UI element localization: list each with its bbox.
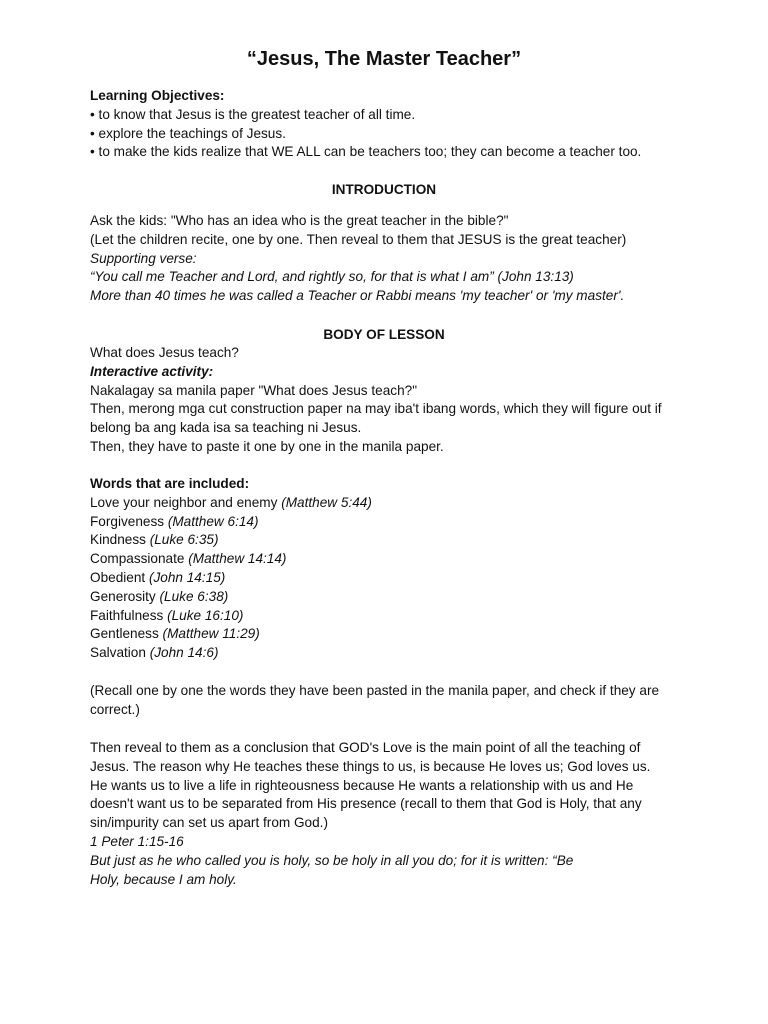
activity-line: Then, they have to paste it one by one in the manila paper. [90,438,444,454]
word-reference: (John 14:15) [148,569,226,585]
conclusion-line: Jesus. The reason why He teaches these things to us, is because He loves us; God loves us. [90,758,651,774]
word-text: Compassionate [90,551,189,567]
document-title: “Jesus, The Master Teacher” [246,48,522,70]
word-item [90,513,690,532]
word-item [90,569,690,588]
word-text: Gentleness [90,626,163,642]
word-text: Faithfulness [90,607,168,623]
objective-item: • explore the teachings of Jesus. [90,125,286,141]
recall-line: correct.) [90,701,140,717]
words-section [90,475,690,663]
body-question: What does Jesus teach? [90,345,239,360]
objective-item: • to know that Jesus is the greatest teacher of all time. [90,106,416,122]
supporting-verse: “You call me Teacher and Lord, and rightly so, for that is what I am” (John 13:13) [90,269,574,285]
word-text: Obedient [90,569,149,585]
word-text: Generosity [90,588,160,604]
word-item [90,625,690,644]
word-text: Love your neighbor and enemy [90,494,282,510]
learning-objectives [90,87,690,162]
words-heading: Words that are included: [90,476,250,491]
conclusion-line: He wants us to live a life in righteousness because He wants a relationship with us and He [90,777,634,793]
supporting-verse-label: Supporting verse: [90,250,197,266]
activity-line: Then, merong mga cut construction paper na may iba't ibang words, which they will figure out if [90,401,662,417]
conclusion-line: sin/impurity can set us apart from God.) [90,815,328,831]
conclusion-section [90,739,690,889]
word-reference: (Luke 6:38) [159,588,229,604]
closing-reference: 1 Peter 1:15-16 [90,833,184,849]
word-item [90,644,690,663]
body-heading: BODY OF LESSON [323,327,445,342]
word-item [90,494,690,513]
word-reference: (Matthew 14:14) [188,551,287,567]
recall-line: (Recall one by one the words they have been pasted in the manila paper, and check if they are [90,683,660,698]
word-item [90,588,690,607]
word-reference: (John 14:6) [149,645,219,661]
objectives-heading: Learning Objectives: [90,88,225,103]
recall-section [90,682,690,720]
closing-verse-line: Holy, because I am holy. [90,871,237,887]
activity-label: Interactive activity: [90,363,214,379]
word-item [90,550,690,569]
word-reference: (Luke 6:35) [149,532,219,548]
word-text: Salvation [90,645,150,661]
introduction-heading: INTRODUCTION [331,182,437,197]
activity-line: Nakalagay sa manila paper "What does Jesus teach?" [90,382,418,398]
teacher-note: More than 40 times he was called a Teacher or Rabbi means 'my teacher' or 'my master'. [90,288,625,304]
word-reference: (Matthew 11:29) [162,626,260,642]
conclusion-line: Then reveal to them as a conclusion that GOD's Love is the main point of all the teaching of [90,740,641,755]
conclusion-line: doesn't want us to be separated from His presence (recall to them that God is Holy, that any [90,796,642,812]
introduction-section [90,212,690,306]
closing-verse-line: But just as he who called you is holy, so be holy in all you do; for it is written: “Be [90,852,574,868]
objective-item: • to make the kids realize that WE ALL can be teachers too; they can become a teacher too. [90,144,642,160]
word-item [90,607,690,626]
intro-line: Ask the kids: "Who has an idea who is the great teacher in the bible?" [90,213,509,228]
word-text: Kindness [90,532,150,548]
word-reference: (Matthew 6:14) [167,513,259,529]
activity-line: belong ba ang kada isa sa teaching ni Jesus. [90,420,362,436]
word-item [90,531,690,550]
word-text: Forgiveness [90,513,168,529]
word-reference: (Luke 16:10) [167,607,244,623]
intro-line: (Let the children recite, one by one. Then reveal to them that JESUS is the great teacher) [90,231,627,247]
word-reference: (Matthew 5:44) [281,494,372,510]
body-section [90,344,690,457]
